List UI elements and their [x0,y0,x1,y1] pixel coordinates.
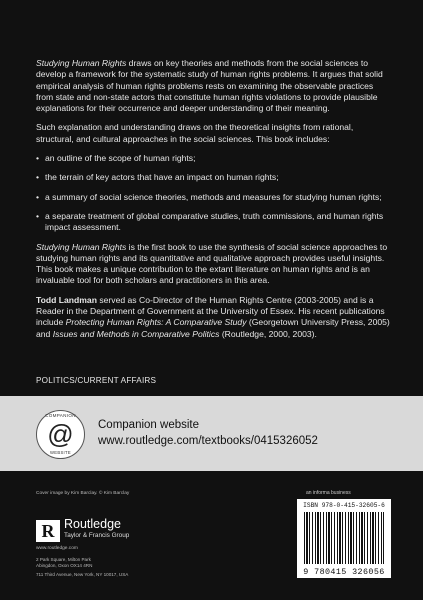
companion-url-link[interactable]: www.routledge.com/textbooks/0415326052 [98,435,318,447]
publisher-url[interactable]: www.routledge.com [36,546,78,551]
book-title-italic: Studying Human Rights [36,241,127,252]
barcode-bars-icon [304,512,384,564]
list-item: • a summary of social science theories, methods and measures for studying human rights; [36,192,390,203]
companion-website-badge-icon: COMPANION @ WEBSITE [36,410,85,459]
ean-number: 9 780415 326056 [303,567,385,577]
routledge-logo-icon: R [36,520,60,542]
approach-paragraph: Such explanation and understanding draws on the theoretical insights from rational, structural, and cultural approaches in the social sciences. This book includes: [36,122,354,144]
contribution-paragraph: Studying Human Rights is the first book to use the synthesis of social science approaches to studying human rights and its quantitative and qualitative approach provides useful insights. This book makes a unique contribution to the extant literature on human rights and is an invaluable tool for both scholars and practitioners in this area. [36,241,388,286]
cover-credit: Cover image by Kim Barclay. © Kim Barclay [36,491,130,496]
author-name: Todd Landman [36,294,97,305]
barcode [297,499,391,578]
informa-tagline: an informa business [306,490,351,496]
book-title-italic: Studying Human Rights [36,58,127,68]
companion-title: Companion website [98,419,200,431]
isbn-text: ISBN 978-0-415-32605-6 [303,502,385,509]
author-bio: Todd Landman served as Co-Director of the Human Rights Centre (2003-2005) and is a Reader in the Department of Government at the University of Essex. His recent publications include Protecting Human Rights: A Comparative Study (Georgetown University Press, 2005) and Issues and Methods in Comparative Politics (Routledge, 2000, 2003). [36,294,390,339]
publisher-address-us: 711 Third Avenue, New York, NY 10017, USA [36,572,129,577]
subject-category: POLITICS/CURRENT AFFAIRS [36,376,157,385]
publisher-address-uk-2: Abingdon, Oxon OX14 4RN [36,563,93,568]
includes-list [36,153,390,233]
publication-title: Protecting Human Rights: A Comparative Study [65,317,247,328]
list-item: • the terrain of key actors that have an impact on human rights; [36,172,390,183]
list-item: • an outline of the scope of human rights; [36,153,390,164]
description-block [36,58,390,348]
companion-website-band [0,396,423,471]
list-item: • a separate treatment of global comparative studies, truth commissions, and human rights impact assessment. [36,211,390,234]
publication-title: Issues and Methods in Comparative Politics [52,328,220,339]
publisher-name: Routledge [64,517,121,531]
publisher-group: Taylor & Francis Group [64,532,130,539]
intro-paragraph: Studying Human Rights draws on key theories and methods from the social sciences to develop a framework for the systematic study of human rights problems. It argues that solid empirical analysis of human rights problems rests on examining the observable practices from state and non-state actors that constitute human rights violations to provide plausible explanations for their occurrence and deeper understanding of their meaning. [36,58,383,114]
at-symbol-icon: @ [47,419,74,449]
publisher-address-uk-1: 2 Park Square, Milton Park [36,557,91,562]
